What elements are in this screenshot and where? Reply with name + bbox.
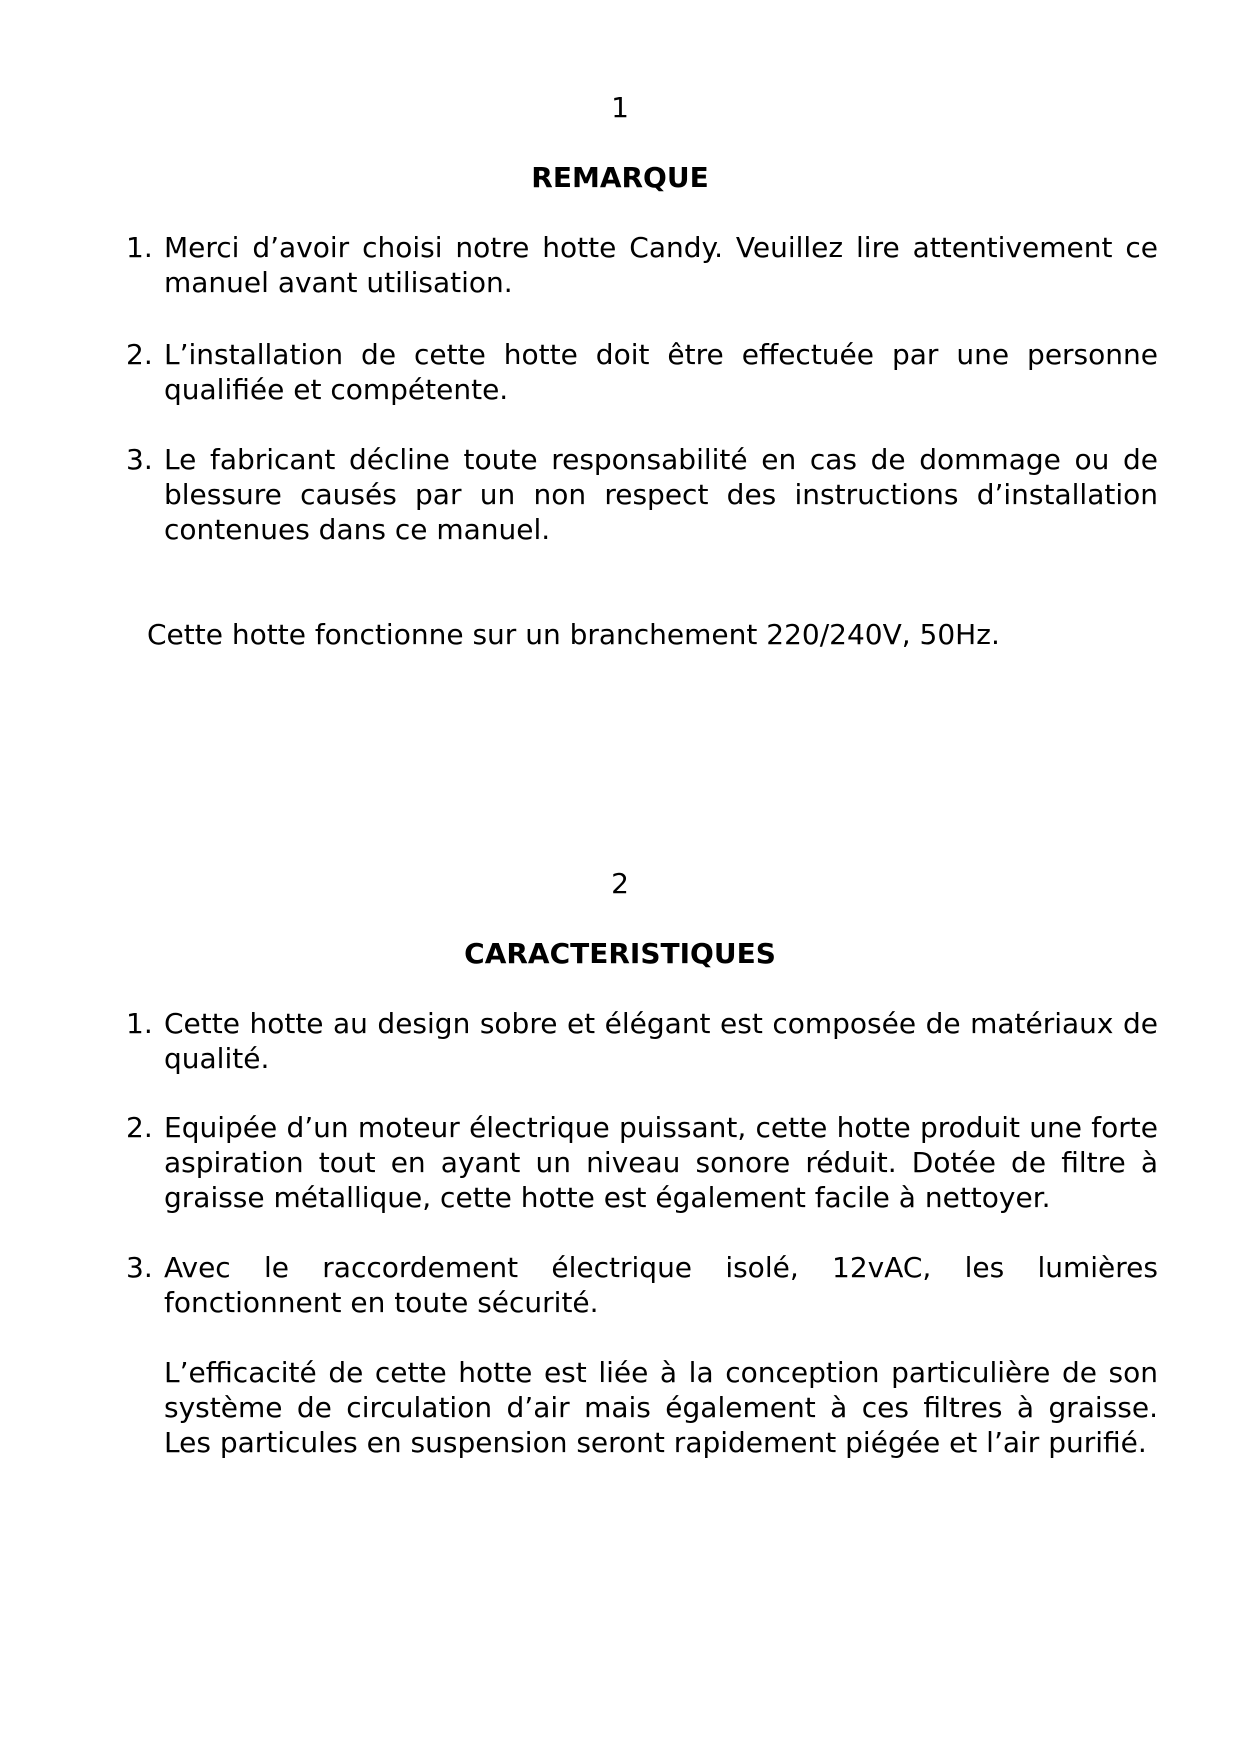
section-title-remarque: REMARQUE — [531, 161, 709, 194]
voltage-note: Cette hotte fonctionne sur un branchement 220/240V, 50Hz. — [147, 618, 1000, 651]
page-number-2: 2 — [611, 867, 629, 900]
list-number: 1. — [126, 1007, 153, 1040]
remarque-item-1 — [126, 230, 1158, 300]
section-title-caracteristiques: CARACTERISTIQUES — [464, 937, 776, 970]
caracteristiques-item-1 — [126, 1006, 1158, 1076]
efficiency-paragraph: L’efficacité de cette hotte est liée à la conception particulière de son système de circulation d’air mais également à ces filtres à graisse. Les particules en suspension seront rapidement piégée et l’air purifié. — [164, 1356, 1158, 1459]
list-number: 3. — [126, 443, 153, 476]
list-number: 3. — [126, 1251, 153, 1284]
remarque-item-3 — [126, 442, 1158, 547]
list-text: Avec le raccordement électrique isolé, 12vAC, les lumières fonctionnent en toute sécurité. — [164, 1251, 1158, 1319]
list-text: Equipée d’un moteur électrique puissant, cette hotte produit une forte aspiration tout en ayant un niveau sonore réduit. Dotée de filtre à graisse métallique, cette hotte est également facile à nettoyer. — [164, 1111, 1158, 1214]
caracteristiques-item-2 — [126, 1110, 1158, 1215]
list-text: Merci d’avoir choisi notre hotte Candy. Veuillez lire attentivement ce manuel avant utilisation. — [164, 231, 1158, 299]
caracteristiques-item-3 — [126, 1250, 1158, 1320]
list-number: 1. — [126, 231, 153, 264]
page-number-1: 1 — [611, 91, 629, 124]
list-text: Le fabricant décline toute responsabilité en cas de dommage ou de blessure causés par un non respect des instructions d’installation contenues dans ce manuel. — [164, 443, 1158, 546]
list-text: L’installation de cette hotte doit être effectuée par une personne qualifiée et compétente. — [164, 338, 1158, 406]
list-number: 2. — [126, 1111, 153, 1144]
list-number: 2. — [126, 338, 153, 371]
remarque-item-2 — [126, 337, 1158, 407]
list-text: Cette hotte au design sobre et élégant est composée de matériaux de qualité. — [164, 1007, 1158, 1075]
